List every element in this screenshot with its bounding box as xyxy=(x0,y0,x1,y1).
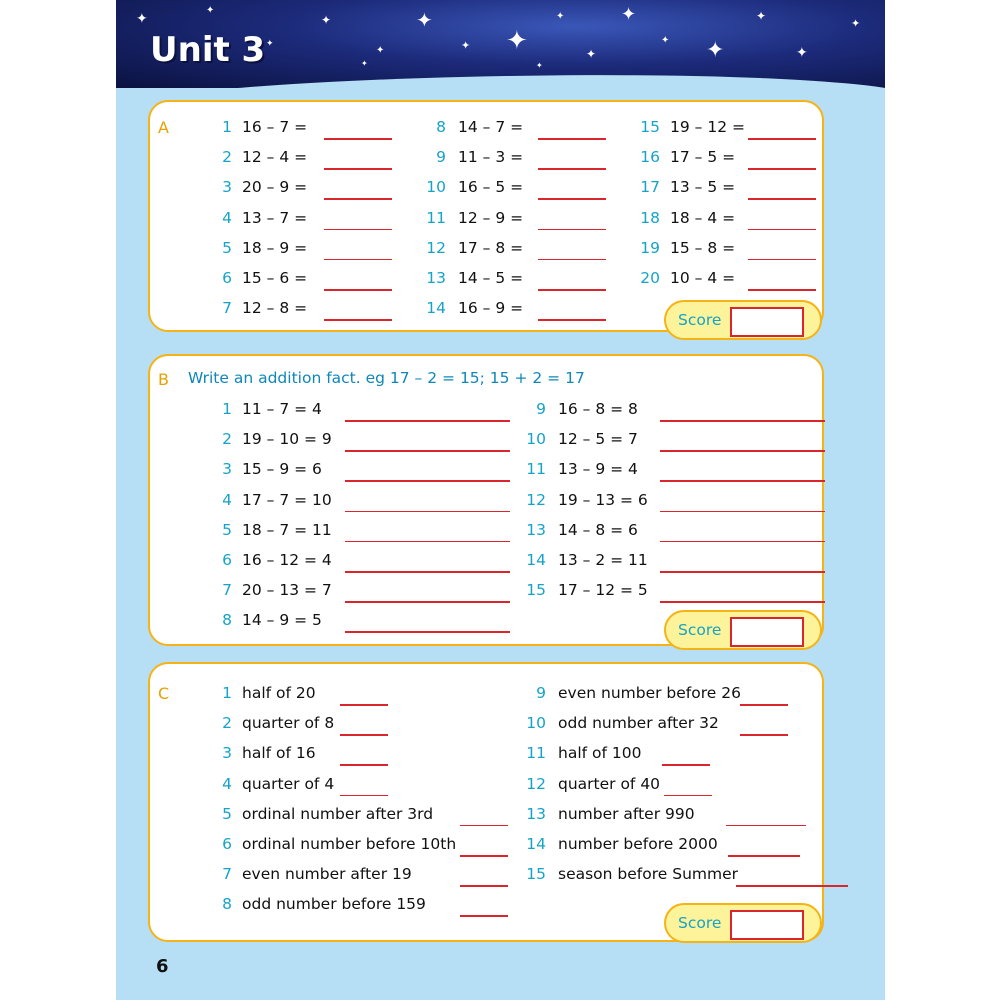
question-text: 18 – 7 = 11 xyxy=(242,520,332,539)
answer-line[interactable] xyxy=(460,825,508,827)
answer-line[interactable] xyxy=(726,825,806,827)
answer-line[interactable] xyxy=(664,795,712,797)
answer-line[interactable] xyxy=(660,601,825,603)
question-text: quarter of 40 xyxy=(558,774,661,793)
question-number: 13 xyxy=(526,804,546,823)
question-text: season before Summer xyxy=(558,865,738,884)
question-number: 17 xyxy=(640,178,660,197)
answer-line[interactable] xyxy=(340,764,388,766)
question-text: 14 – 8 = 6 xyxy=(558,520,638,539)
question-number: 13 xyxy=(426,269,446,287)
score-box-a xyxy=(664,300,822,340)
answer-line[interactable] xyxy=(660,541,825,543)
answer-line[interactable] xyxy=(340,795,388,797)
question-number: 15 xyxy=(526,865,546,884)
question-text: 19 – 12 = xyxy=(670,118,745,136)
answer-line[interactable] xyxy=(345,631,510,633)
question-number: 12 xyxy=(526,490,546,509)
answer-line[interactable] xyxy=(660,480,825,482)
question-text: half of 16 xyxy=(242,744,316,763)
question-text: 10 – 4 = xyxy=(670,269,736,287)
question-text: even number after 19 xyxy=(242,865,412,884)
question-number: 19 xyxy=(640,238,660,257)
answer-line[interactable] xyxy=(660,571,825,573)
section-a-panel xyxy=(148,100,824,332)
question-number: 4 xyxy=(222,774,232,793)
answer-line[interactable] xyxy=(538,319,606,321)
answer-line[interactable] xyxy=(660,511,825,513)
question-number: 10 xyxy=(526,714,546,733)
question-text: odd number before 159 xyxy=(242,895,426,914)
question-number: 1 xyxy=(222,400,232,418)
starry-header: ✦ ✦ ✦ ✦ ✦ ✦ ✦ ✦ ✦ ✦ ✦ ✦ ✦ ✦ ✦ ✦ ✦ ✦ Unit 3 xyxy=(116,0,885,88)
question-number: 14 xyxy=(526,835,546,853)
question-number: 7 xyxy=(222,299,232,318)
question-number: 1 xyxy=(222,118,232,136)
answer-line[interactable] xyxy=(538,138,606,140)
section-letter-c: C xyxy=(158,684,170,703)
answer-line[interactable] xyxy=(460,855,508,857)
question-text: half of 100 xyxy=(558,744,642,763)
answer-line[interactable] xyxy=(740,704,788,706)
question-text: 12 – 5 = 7 xyxy=(558,430,638,449)
answer-line[interactable] xyxy=(345,420,510,422)
question-number: 3 xyxy=(222,460,232,479)
answer-line[interactable] xyxy=(748,229,816,231)
question-number: 10 xyxy=(426,178,446,197)
section-b-panel xyxy=(148,354,824,646)
question-text: 12 – 9 = xyxy=(458,208,524,227)
section-letter-b: B xyxy=(158,370,169,389)
question-number: 11 xyxy=(526,460,546,479)
answer-line[interactable] xyxy=(538,168,606,170)
answer-line[interactable] xyxy=(345,511,510,513)
question-text: number before 2000 xyxy=(558,835,718,853)
question-number: 6 xyxy=(222,551,232,569)
question-number: 11 xyxy=(526,744,546,763)
question-text: even number before 26 xyxy=(558,684,741,702)
question-number: 9 xyxy=(436,148,446,167)
question-text: 16 – 8 = 8 xyxy=(558,400,638,418)
question-text: 16 – 5 = xyxy=(458,178,524,197)
answer-line[interactable] xyxy=(728,855,800,857)
answer-line[interactable] xyxy=(538,289,606,291)
question-number: 2 xyxy=(222,148,232,167)
answer-line[interactable] xyxy=(538,198,606,200)
section-c-panel xyxy=(148,662,824,942)
question-number: 7 xyxy=(222,865,232,884)
answer-line[interactable] xyxy=(460,915,508,917)
question-text: 13 – 5 = xyxy=(670,178,736,197)
question-text: odd number after 32 xyxy=(558,714,719,733)
answer-line[interactable] xyxy=(740,734,788,736)
answer-line[interactable] xyxy=(324,259,392,261)
section-letter-a: A xyxy=(158,118,169,137)
question-text: 14 – 7 = xyxy=(458,118,524,136)
question-text: 16 – 7 = xyxy=(242,118,308,136)
score-box-c xyxy=(664,903,822,943)
question-text: 19 – 10 = 9 xyxy=(242,430,332,449)
score-label: Score xyxy=(678,311,722,329)
question-number: 2 xyxy=(222,430,232,449)
question-text: 13 – 2 = 11 xyxy=(558,551,648,569)
question-text: 16 – 9 = xyxy=(458,299,524,318)
answer-line[interactable] xyxy=(748,198,816,200)
score-label: Score xyxy=(678,621,722,639)
answer-line[interactable] xyxy=(324,138,392,140)
section-b-instruction: Write an addition fact. eg 17 – 2 = 15; 15 + 2 = 17 xyxy=(188,369,585,387)
question-text: 11 – 7 = 4 xyxy=(242,400,322,418)
question-text: number after 990 xyxy=(558,804,695,823)
question-text: quarter of 4 xyxy=(242,774,335,793)
score-label: Score xyxy=(678,914,722,932)
page-number: 6 xyxy=(156,956,169,977)
question-number: 5 xyxy=(222,804,232,823)
question-number: 6 xyxy=(222,269,232,287)
question-number: 20 xyxy=(640,269,660,287)
question-number: 12 xyxy=(426,238,446,257)
question-number: 10 xyxy=(526,430,546,449)
question-number: 3 xyxy=(222,744,232,763)
question-text: 16 – 12 = 4 xyxy=(242,551,332,569)
question-text: 14 – 9 = 5 xyxy=(242,611,322,630)
question-number: 12 xyxy=(526,774,546,793)
score-input[interactable] xyxy=(730,307,804,337)
answer-line[interactable] xyxy=(324,229,392,231)
question-number: 15 xyxy=(640,118,660,136)
question-text: 13 – 9 = 4 xyxy=(558,460,638,479)
question-number: 7 xyxy=(222,581,232,600)
question-number: 4 xyxy=(222,208,232,227)
question-text: 15 – 9 = 6 xyxy=(242,460,322,479)
answer-line[interactable] xyxy=(345,480,510,482)
question-number: 8 xyxy=(222,895,232,914)
question-number: 8 xyxy=(222,611,232,630)
answer-line[interactable] xyxy=(538,259,606,261)
question-number: 9 xyxy=(536,684,546,702)
question-number: 2 xyxy=(222,714,232,733)
question-text: 15 – 8 = xyxy=(670,238,736,257)
question-text: 17 – 7 = 10 xyxy=(242,490,332,509)
question-number: 18 xyxy=(640,208,660,227)
question-text: 11 – 3 = xyxy=(458,148,524,167)
question-text: 18 – 4 = xyxy=(670,208,736,227)
question-text: 20 – 13 = 7 xyxy=(242,581,332,600)
answer-line[interactable] xyxy=(324,198,392,200)
question-text: 20 – 9 = xyxy=(242,178,308,197)
question-text: ordinal number before 10th xyxy=(242,835,457,853)
answer-line[interactable] xyxy=(324,168,392,170)
question-number: 11 xyxy=(426,208,446,227)
page-title: Unit 3 xyxy=(150,30,266,70)
score-input[interactable] xyxy=(730,910,804,940)
question-number: 13 xyxy=(526,520,546,539)
answer-line[interactable] xyxy=(340,734,388,736)
answer-line[interactable] xyxy=(662,764,710,766)
question-text: 17 – 8 = xyxy=(458,238,524,257)
question-number: 6 xyxy=(222,835,232,853)
question-number: 4 xyxy=(222,490,232,509)
question-text: 18 – 9 = xyxy=(242,238,308,257)
answer-line[interactable] xyxy=(660,450,825,452)
question-number: 1 xyxy=(222,684,232,702)
answer-line[interactable] xyxy=(748,138,816,140)
question-text: 12 – 8 = xyxy=(242,299,308,318)
question-number: 5 xyxy=(222,520,232,539)
answer-line[interactable] xyxy=(748,289,816,291)
question-number: 14 xyxy=(426,299,446,318)
answer-line[interactable] xyxy=(345,601,510,603)
question-text: ordinal number after 3rd xyxy=(242,804,434,823)
question-text: 14 – 5 = xyxy=(458,269,524,287)
question-text: 17 – 5 = xyxy=(670,148,736,167)
question-text: 13 – 7 = xyxy=(242,208,308,227)
header-wave xyxy=(116,69,885,88)
answer-line[interactable] xyxy=(345,571,510,573)
question-number: 5 xyxy=(222,238,232,257)
question-number: 3 xyxy=(222,178,232,197)
question-text: quarter of 8 xyxy=(242,714,335,733)
score-box-b xyxy=(664,610,822,650)
question-number: 15 xyxy=(526,581,546,600)
answer-line[interactable] xyxy=(660,420,825,422)
question-text: 17 – 12 = 5 xyxy=(558,581,648,600)
answer-line[interactable] xyxy=(460,885,508,887)
answer-line[interactable] xyxy=(324,289,392,291)
answer-line[interactable] xyxy=(340,704,388,706)
worksheet-page xyxy=(116,0,885,1000)
score-input[interactable] xyxy=(730,617,804,647)
answer-line[interactable] xyxy=(748,259,816,261)
answer-line[interactable] xyxy=(736,885,848,887)
question-number: 16 xyxy=(640,148,660,167)
question-text: 15 – 6 = xyxy=(242,269,308,287)
question-text: 19 – 13 = 6 xyxy=(558,490,648,509)
question-text: 12 – 4 = xyxy=(242,148,308,167)
answer-line[interactable] xyxy=(538,229,606,231)
question-number: 9 xyxy=(536,400,546,418)
question-text: half of 20 xyxy=(242,684,316,702)
question-number: 14 xyxy=(526,551,546,569)
answer-line[interactable] xyxy=(324,319,392,321)
answer-line[interactable] xyxy=(748,168,816,170)
answer-line[interactable] xyxy=(345,450,510,452)
question-number: 8 xyxy=(436,118,446,136)
answer-line[interactable] xyxy=(345,541,510,543)
